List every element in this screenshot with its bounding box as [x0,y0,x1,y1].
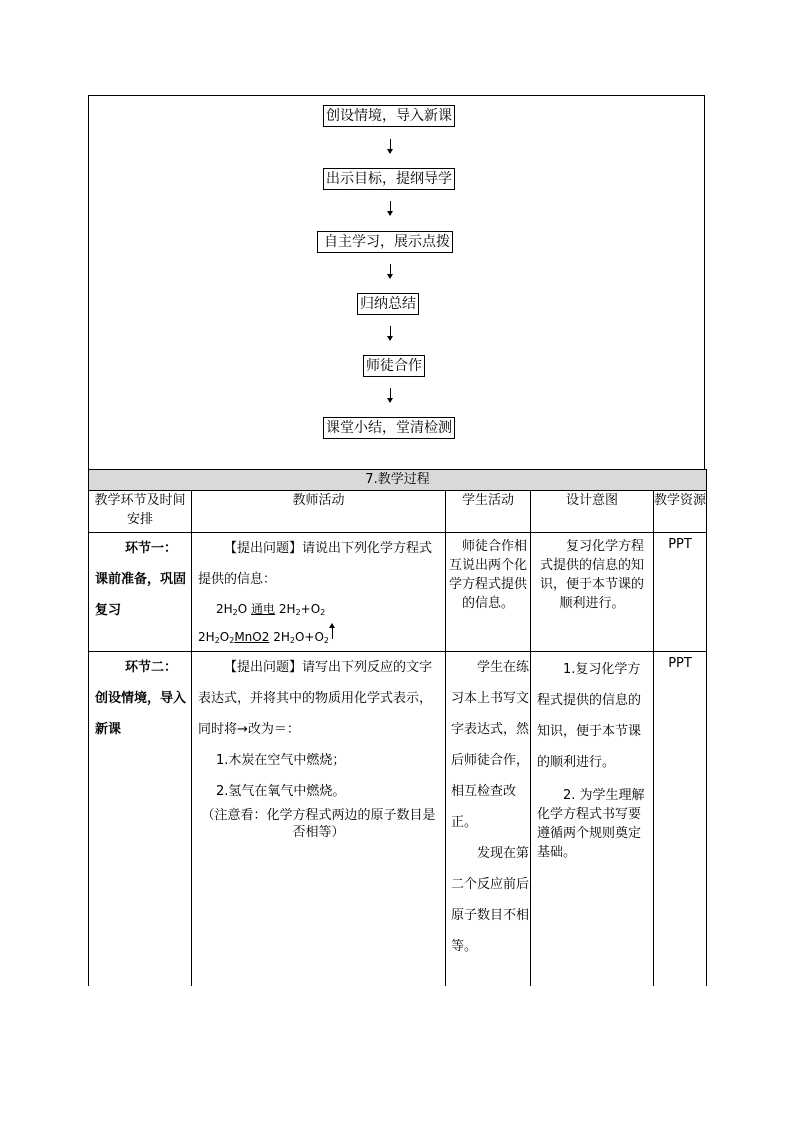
flow-step-5: 师徒合作 [363,355,425,377]
teacher-cell [192,533,446,652]
flow-step-4: 归纳总结 [357,293,419,315]
design-cell: 1.复习化学方程式提供的信息的知识，便于本节课的顺利进行。 2. 为学生理解化学方程式书写要遵循两个规则奠定基础。 [531,652,654,986]
stage-name: 课前准备，巩固复习 [95,572,187,618]
list-item: 1.木炭在空气中燃烧； [216,753,346,768]
flow-arrow-2 [390,201,391,215]
teacher-cell [192,652,446,986]
flow-step-2: 出示目标，提纲导学 [323,168,455,190]
flow-arrow-3 [390,264,391,278]
list-item: 2.氢气在氧气中燃烧。 [216,784,346,799]
student-cell: 师徒合作相互说出两个化学方程式提供的信息。 [446,533,531,652]
flowchart-cell [88,95,705,469]
resource-cell: PPT [654,533,707,652]
flow-arrow-1 [390,139,391,153]
stage-label: 环节一： [125,541,178,556]
teacher-intro: 【提出问题】请说出下列化学方程式提供的信息： [198,541,433,587]
student-cell: 学生在练习本上书写文字表达式，然后师徒合作，相互检查改正。 发现在第二个反应前后原子数目不相等。 [446,652,531,986]
flow-arrow-5 [390,388,391,402]
stage-label: 环节二： [125,660,178,675]
header-student: 学生活动 [446,491,531,533]
design-cell: 复习化学方程式提供的信息的知识，便于本节课的顺利进行。 [531,533,654,652]
teacher-intro: 【提出问题】请写出下列反应的文字表达式，并将其中的物质用化学式表示，同时将→改为＝： [198,660,433,737]
flow-step-6: 课堂小结，堂清检测 [323,417,455,439]
header-stage: 教学环节及时间安排 [89,491,192,533]
header-teacher: 教师活动 [192,491,446,533]
teaching-process-table [88,469,707,986]
resource-cell: PPT [654,652,707,986]
gas-up-arrow-icon [332,627,333,639]
header-resource: 教学资源 [654,491,707,533]
stage-name: 创设情境，导入新课 [95,691,187,737]
equation-1: $2H_2O$ 通电 $2H_2+O_2$ [216,602,326,617]
header-design: 设计意图 [531,491,654,533]
table-row [89,652,707,986]
section-title: 7.教学过程 [89,470,707,491]
table-row [89,533,707,652]
equation-2: $2H_2O_2MnO2$ $2H_2O+O_2$ [198,627,445,651]
stage-cell [89,652,192,986]
flow-step-1: 创设情境，导入新课 [323,105,455,127]
flow-arrow-4 [390,326,391,340]
stage-cell [89,533,192,652]
flow-step-3: 自主学习，展示点拨 [317,231,453,253]
note-text: （注意看：化学方程式两边的原子数目是否相等） [201,808,436,840]
